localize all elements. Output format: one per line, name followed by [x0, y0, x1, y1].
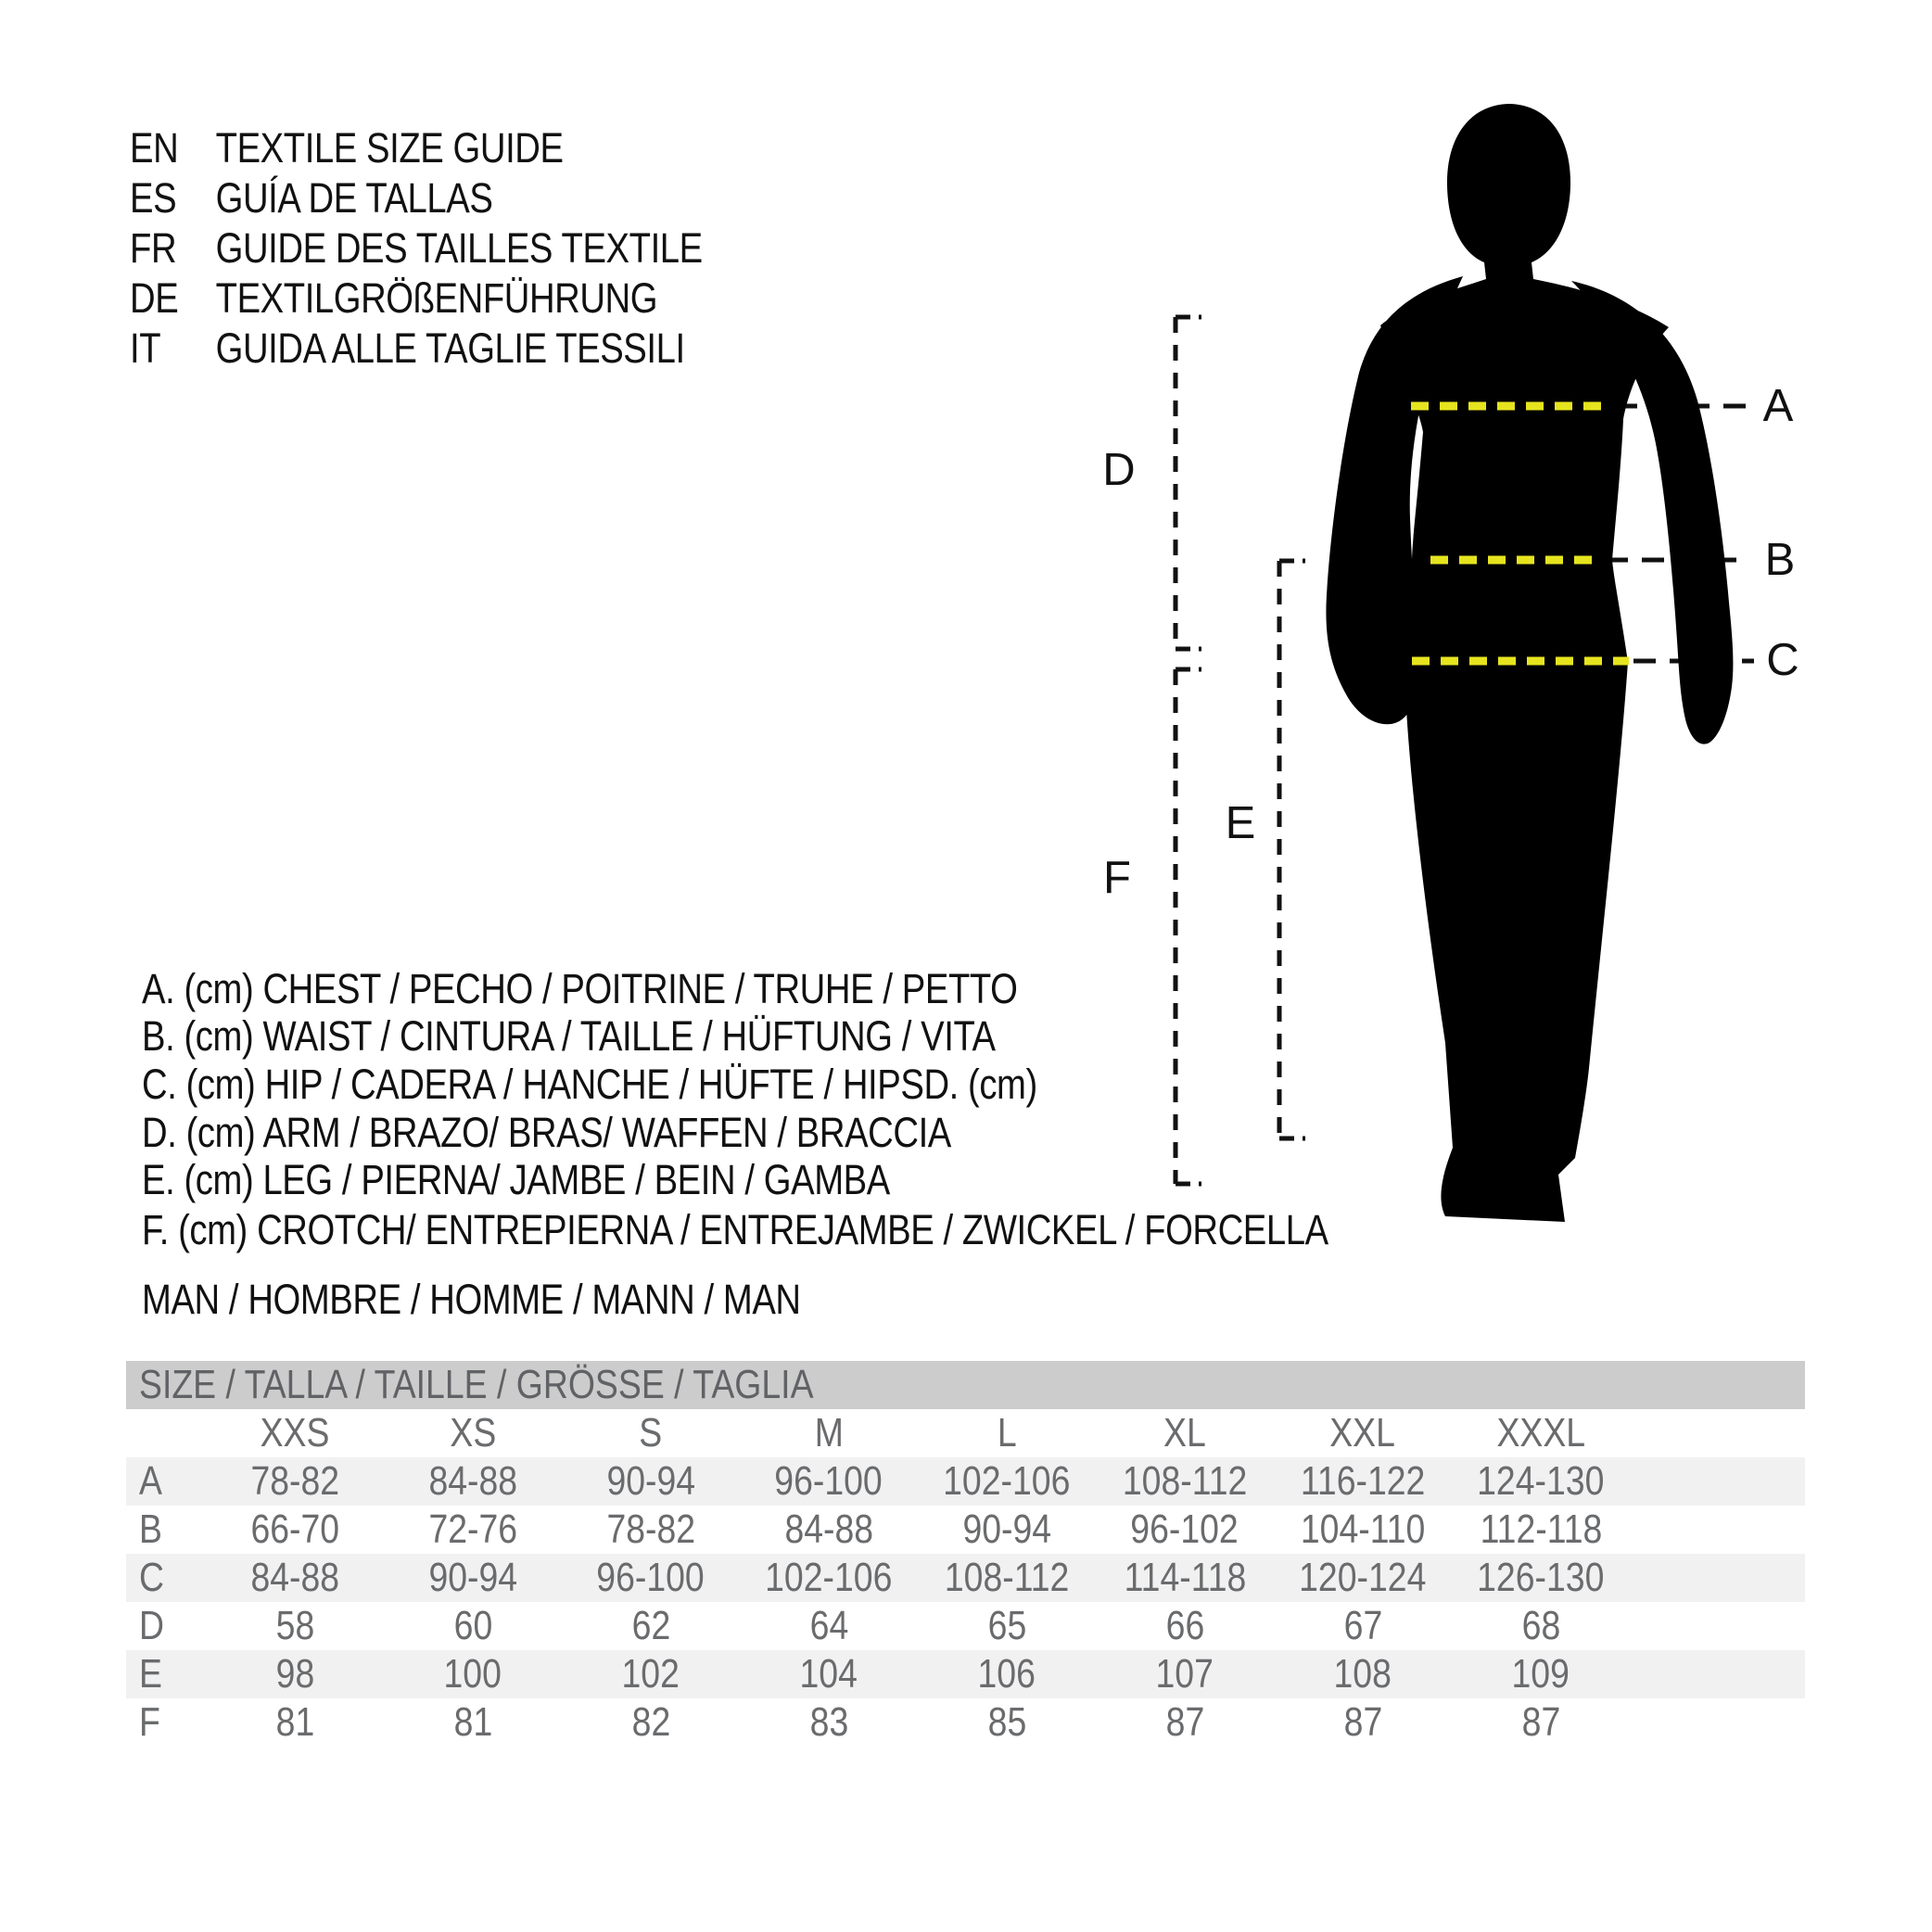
- lang-code: EN: [130, 124, 179, 172]
- legend-line-leg: E. (cm) LEG / PIERNA/ JAMBE / BEIN / GAMBA: [142, 1156, 890, 1203]
- table-cell: 66: [1165, 1603, 1204, 1648]
- table-cell: 104: [799, 1651, 858, 1697]
- table-cell: 81: [275, 1699, 314, 1745]
- table-cell: 82: [631, 1699, 670, 1745]
- table-cell: 116-122: [1300, 1458, 1426, 1504]
- size-table-column-header-row: [126, 1409, 1805, 1457]
- table-cell: 87: [1521, 1699, 1560, 1745]
- guide-title: GUIDE DES TAILLES TEXTILE: [215, 224, 703, 272]
- column-header: L: [997, 1410, 1017, 1455]
- table-cell: 96-100: [774, 1458, 883, 1504]
- table-row-crotch: [126, 1698, 1805, 1747]
- table-cell: 83: [809, 1699, 848, 1745]
- guide-title: TEXTILGRÖßENFÜHRUNG: [215, 274, 658, 322]
- table-cell: 124-130: [1477, 1458, 1605, 1504]
- lang-code: IT: [130, 324, 161, 372]
- table-cell: 114-118: [1124, 1555, 1246, 1600]
- table-cell: 120-124: [1299, 1555, 1427, 1600]
- guide-title: GUIDA ALLE TAGLIE TESSILI: [215, 324, 685, 372]
- column-header-spacer: [126, 1409, 206, 1457]
- table-cell: 102-106: [765, 1555, 893, 1600]
- column-header: XL: [1163, 1410, 1206, 1455]
- row-label: F: [139, 1699, 160, 1745]
- row-label: E: [139, 1651, 162, 1697]
- row-label: D: [139, 1603, 165, 1648]
- table-cell: 64: [809, 1603, 848, 1648]
- size-table-header: SIZE / TALLA / TAILLE / GRÖSSE / TAGLIA: [126, 1361, 1805, 1409]
- table-cell: 60: [453, 1603, 492, 1648]
- table-row-chest: [126, 1457, 1805, 1506]
- marker-label-crotch: F: [1103, 853, 1131, 903]
- table-cell: 126-130: [1477, 1555, 1605, 1600]
- table-cell: 78-82: [250, 1458, 339, 1504]
- table-cell: 108-112: [944, 1555, 1070, 1600]
- column-header: S: [639, 1410, 663, 1455]
- table-cell: 84-88: [784, 1506, 873, 1552]
- row-label: C: [139, 1555, 165, 1600]
- gender-line: MAN / HOMBRE / HOMME / MANN / MAN: [142, 1276, 801, 1323]
- table-cell: 108-112: [1122, 1458, 1248, 1504]
- table-cell: 72-76: [428, 1506, 517, 1552]
- legend-line-waist: B. (cm) WAIST / CINTURA / TAILLE / HÜFTUNG / VITA: [142, 1012, 996, 1060]
- table-row-waist: [126, 1506, 1805, 1554]
- row-label: B: [139, 1506, 162, 1552]
- marker-label-hip: C: [1766, 635, 1799, 685]
- column-header: XXXL: [1496, 1410, 1585, 1455]
- table-cell: 108: [1333, 1651, 1392, 1697]
- table-row-arm: [126, 1602, 1805, 1650]
- table-row-leg: [126, 1650, 1805, 1698]
- table-row-hip: [126, 1554, 1805, 1602]
- table-cell: 90-94: [428, 1555, 517, 1600]
- table-cell: 90-94: [962, 1506, 1051, 1552]
- table-cell: 106: [977, 1651, 1036, 1697]
- guide-title: GUÍA DE TALLAS: [215, 174, 493, 222]
- table-cell: 62: [631, 1603, 670, 1648]
- marker-label-chest: A: [1762, 381, 1794, 431]
- table-cell: 87: [1343, 1699, 1382, 1745]
- table-cell: 65: [987, 1603, 1026, 1648]
- table-cell: 84-88: [428, 1458, 517, 1504]
- marker-label-leg: E: [1225, 798, 1256, 848]
- table-cell: 102-106: [943, 1458, 1071, 1504]
- table-cell: 112-118: [1480, 1506, 1602, 1552]
- legend-line-chest: A. (cm) CHEST / PECHO / POITRINE / TRUHE / PETTO: [142, 965, 1018, 1012]
- table-cell: 104-110: [1300, 1506, 1426, 1552]
- marker-label-arm: D: [1102, 445, 1136, 495]
- table-cell: 102: [621, 1651, 680, 1697]
- marker-label-waist: B: [1764, 535, 1796, 585]
- table-cell: 85: [987, 1699, 1026, 1745]
- column-header: XS: [450, 1410, 496, 1455]
- table-cell: 87: [1165, 1699, 1204, 1745]
- table-cell: 98: [275, 1651, 314, 1697]
- table-cell: 68: [1521, 1603, 1560, 1648]
- table-cell: 109: [1511, 1651, 1570, 1697]
- column-header: XXL: [1329, 1410, 1396, 1455]
- size-table: [126, 1361, 1805, 1747]
- column-header: M: [814, 1410, 844, 1455]
- guide-title: TEXTILE SIZE GUIDE: [215, 124, 564, 172]
- lang-code: DE: [130, 274, 179, 322]
- table-cell: 81: [453, 1699, 492, 1745]
- row-label: A: [139, 1458, 162, 1504]
- table-cell: 84-88: [250, 1555, 339, 1600]
- table-cell: 78-82: [606, 1506, 695, 1552]
- lang-code: ES: [130, 174, 177, 222]
- table-cell: 66-70: [250, 1506, 339, 1552]
- table-cell: 107: [1155, 1651, 1214, 1697]
- table-cell: 96-102: [1130, 1506, 1239, 1552]
- legend-line-hip: C. (cm) HIP / CADERA / HANCHE / HÜFTE / HIPSD. (cm): [142, 1061, 1037, 1108]
- legend-line-crotch: F. (cm) CROTCH/ ENTREPIERNA / ENTREJAMBE / ZWICKEL / FORCELLA: [142, 1206, 1328, 1253]
- table-cell: 96-100: [596, 1555, 705, 1600]
- column-header: XXS: [260, 1410, 330, 1455]
- lang-code: FR: [130, 224, 177, 272]
- table-cell: 90-94: [606, 1458, 695, 1504]
- table-cell: 58: [275, 1603, 314, 1648]
- legend-line-arm: D. (cm) ARM / BRAZO/ BRAS/ WAFFEN / BRACCIA: [142, 1109, 951, 1156]
- table-cell: 100: [443, 1651, 502, 1697]
- table-cell: 67: [1343, 1603, 1382, 1648]
